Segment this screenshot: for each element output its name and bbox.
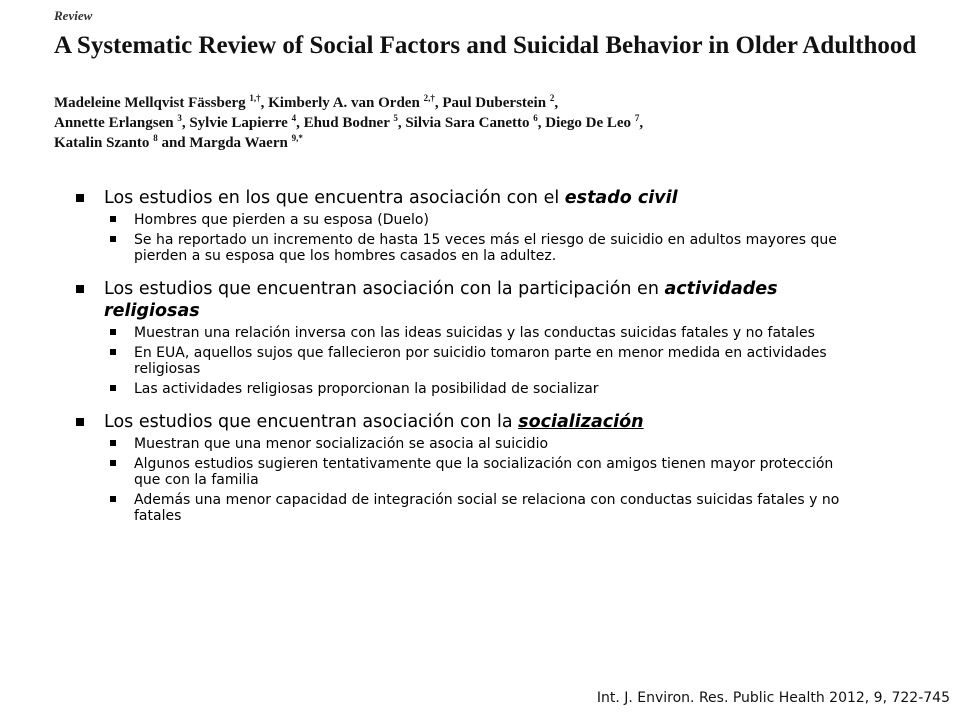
square-bullet-icon (110, 385, 116, 391)
square-bullet-icon (110, 440, 116, 446)
emphasis-text: socialización (518, 412, 644, 432)
author: Margda Waern $^{9,*}$ (189, 133, 303, 151)
paper-header-image (0, 0, 960, 160)
review-label: Review (54, 8, 93, 23)
emphasis-text: actividades religiosas (104, 279, 778, 321)
square-bullet-icon (110, 216, 116, 222)
square-bullet-icon (110, 349, 116, 355)
author: Paul Duberstein $^2$, (442, 93, 559, 111)
author: Annette Erlangsen $^3$, (54, 113, 190, 131)
author: Sylvie Lapierre $^4$, (189, 113, 304, 131)
author: Diego De Leo $^7$, (545, 113, 644, 131)
author: Ehud Bodner $^5$, (303, 113, 406, 131)
author: Kimberly A. van Orden $^{2,\dagger}$, (268, 93, 443, 111)
square-bullet-icon (76, 194, 84, 202)
section-estado-civil (74, 187, 864, 264)
sub-bullet-list (74, 436, 864, 524)
square-bullet-icon (76, 418, 84, 426)
sub-bullet: Además una menor capacidad de integración social se relaciona con conductas suicidas fatales y no fatales (74, 492, 864, 524)
author: Silvia Sara Canetto $^6$, (405, 113, 546, 131)
square-bullet-icon (110, 236, 116, 242)
sub-bullet-list (74, 212, 864, 264)
square-bullet-icon (76, 285, 84, 293)
square-bullet-icon (110, 496, 116, 502)
sub-bullet: Se ha reportado un incremento de hasta 15 veces más el riesgo de suicidio en adultos mayores que pierden a su esposa que los hombres casados en la adultez. (74, 232, 864, 264)
sub-bullet: En EUA, aquellos sujos que fallecieron por suicidio tomaron parte en menor medida en actividades religiosas (74, 345, 864, 377)
author: Madeleine Mellqvist Fässberg $^{1,\dagger}$, (54, 93, 269, 111)
sub-bullet: Las actividades religiosas proporcionan la posibilidad de socializar (74, 381, 864, 397)
main-bullet: Los estudios que encuentran asociación con la participación en actividades religiosas (74, 278, 864, 322)
slide-content (74, 187, 864, 538)
main-bullet: Los estudios en los que encuentra asociación con el estado civil (74, 187, 864, 209)
sub-bullet: Muestran que una menor socialización se asocia al suicidio (74, 436, 864, 452)
main-bullet: Los estudios que encuentran asociación con la socialización (74, 411, 864, 433)
sub-bullet-list (74, 325, 864, 397)
sub-bullet: Hombres que pierden a su esposa (Duelo) (74, 212, 864, 228)
square-bullet-icon (110, 460, 116, 466)
emphasis-text: estado civil (564, 188, 678, 208)
paper-title: A Systematic Review of Social Factors and Suicidal Behavior in Older Adulthood (54, 32, 917, 59)
author: Katalin Szanto $^8$ and (54, 133, 190, 151)
section-actividades-religiosas (74, 278, 864, 397)
sub-bullet: Algunos estudios sugieren tentativamente que la socialización con amigos tienen mayor protección que con la familia (74, 456, 864, 488)
section-socializacion (74, 411, 864, 524)
author-list (54, 93, 934, 153)
square-bullet-icon (110, 329, 116, 335)
sub-bullet: Muestran una relación inversa con las ideas suicidas y las conductas suicidas fatales y no fatales (74, 325, 864, 341)
citation: Int. J. Environ. Res. Public Health 2012, 9, 722-745 (596, 690, 950, 706)
